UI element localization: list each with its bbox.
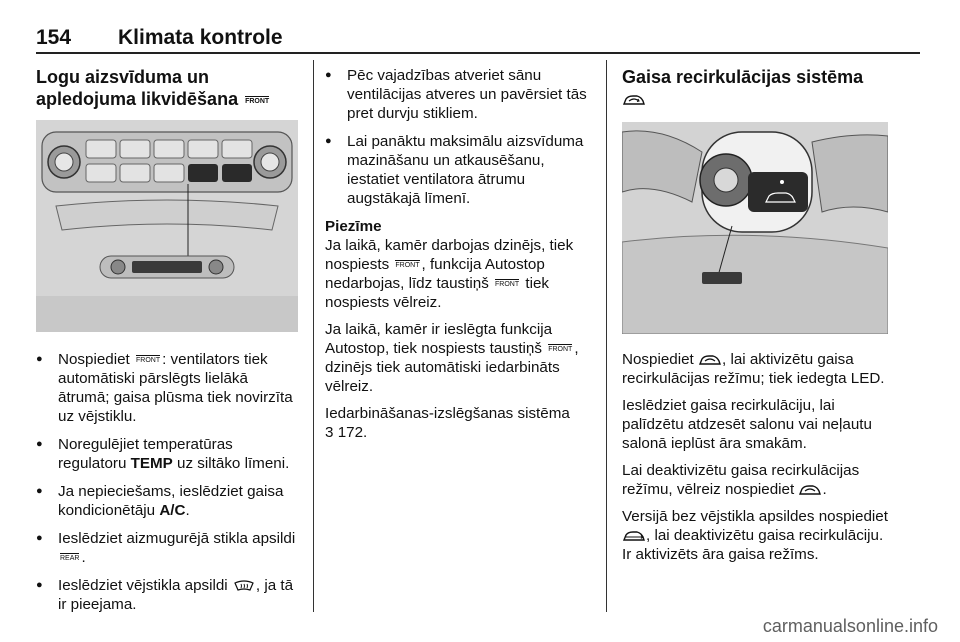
front-defrost-icon: FRONT [245,97,270,105]
recirculation-paragraph: Nospiediet , lai aktivizētu gaisa recirkulācijas režīmu; tiek iedegta LED. [622,351,885,387]
recirculation-button-figure [622,122,888,334]
defrost-tips-list [325,66,595,208]
cross-reference[interactable]: Iedarbināšanas-izslēgšanas sistēma 3 172. [325,405,570,441]
recirculation-paragraph: Ieslēdziet gaisa recirkulāciju, lai palīdzētu atdzesēt salonu vai neļautu salonā ieplūst āra smakām. [622,397,872,452]
column-divider [606,60,607,612]
windscreen-heating-icon [233,580,255,592]
page-number: 154 [36,26,72,49]
column-divider [313,60,314,612]
recirculation-icon [623,94,645,106]
list-item: ● Ja nepieciešams, ieslēdziet gaisa kondicionētāju A/C. [36,482,302,520]
section-title-recirculation: Gaisa recirkulācijas sistēma [622,66,892,110]
page-header [36,26,920,52]
recirculation-paragraph: Lai deaktivizētu gaisa recirkulācijas režīmu, vēlreiz nospiediet . [622,462,860,498]
climate-panel-figure [36,120,298,332]
outside-air-icon [623,530,645,542]
rear-defrost-icon: REAR [60,555,80,563]
ref-page: 172. [337,424,368,441]
front-defrost-icon: FRONT [495,281,520,289]
column-2 [325,66,595,450]
list-item: ● Nospiediet FRONT : ventilators tiek automātiski pārslēgts lielākā ātrumā; gaisa plūsma tiek novirzīta uz vējstiklu. [36,350,302,426]
recirculation-illustration [622,122,888,334]
watermark: carmanualsonline.info [762,616,938,636]
note-paragraph: Ja laikā, kamēr ir ieslēgta funkcija Autostop, tiek nospiests taustiņš FRONT , dzinējs tiek automātiski iedarbināts vēlreiz. [325,321,579,395]
list-item: ● Ieslēdziet aizmugurējā stikla apsildi REAR . [36,529,302,567]
note-title: Piezīme [325,218,382,235]
column-3 [622,66,892,572]
chapter-title: Klimata kontrole [118,26,283,49]
temp-control-label: TEMP [130,455,173,472]
ac-label: A/C [159,502,186,519]
header-rule [36,52,920,54]
list-item: ● Ieslēdziet vējstikla apsildi , ja tā ir pieejama. [36,576,302,614]
ref-arrow-icon: 3 [325,424,334,441]
climate-panel-illustration [36,120,298,332]
recirculation-icon [799,484,821,496]
front-defrost-icon: FRONT [548,346,573,354]
defrost-steps-list [36,350,302,614]
section-title-defrost: Logu aizsvīduma un apledojuma likvidēšana FRONT [36,67,270,109]
front-defrost-icon: FRONT [395,262,420,270]
column-1 [36,66,302,623]
front-defrost-icon: FRONT [136,357,161,365]
list-item: ● Lai panāktu maksimālu aizsvīduma mazināšanu un atkausēšanu, iestatiet ventilatora ātrumu augstākajā līmenī. [325,132,595,208]
list-item: ● Noregulējiet temperatūras regulatoru TEMP uz siltāko līmeni. [36,435,302,473]
recirculation-paragraph: Versijā bez vējstikla apsildes nospiediet , lai deaktivizētu gaisa recirkulāciju. Ir aktivizēts āra gaisa režīms. [622,508,888,563]
note-paragraph: Ja laikā, kamēr darbojas dzinējs, tiek nospiests FRONT , funkcija Autostop nedarbojas, līdz taustiņš FRONT tiek nospiests vēlreiz. [325,237,574,311]
list-item: ● Pēc vajadzības atveriet sānu ventilācijas atveres un pavērsiet tās pret durvju stikliem. [325,66,595,123]
recirculation-icon [699,354,721,366]
